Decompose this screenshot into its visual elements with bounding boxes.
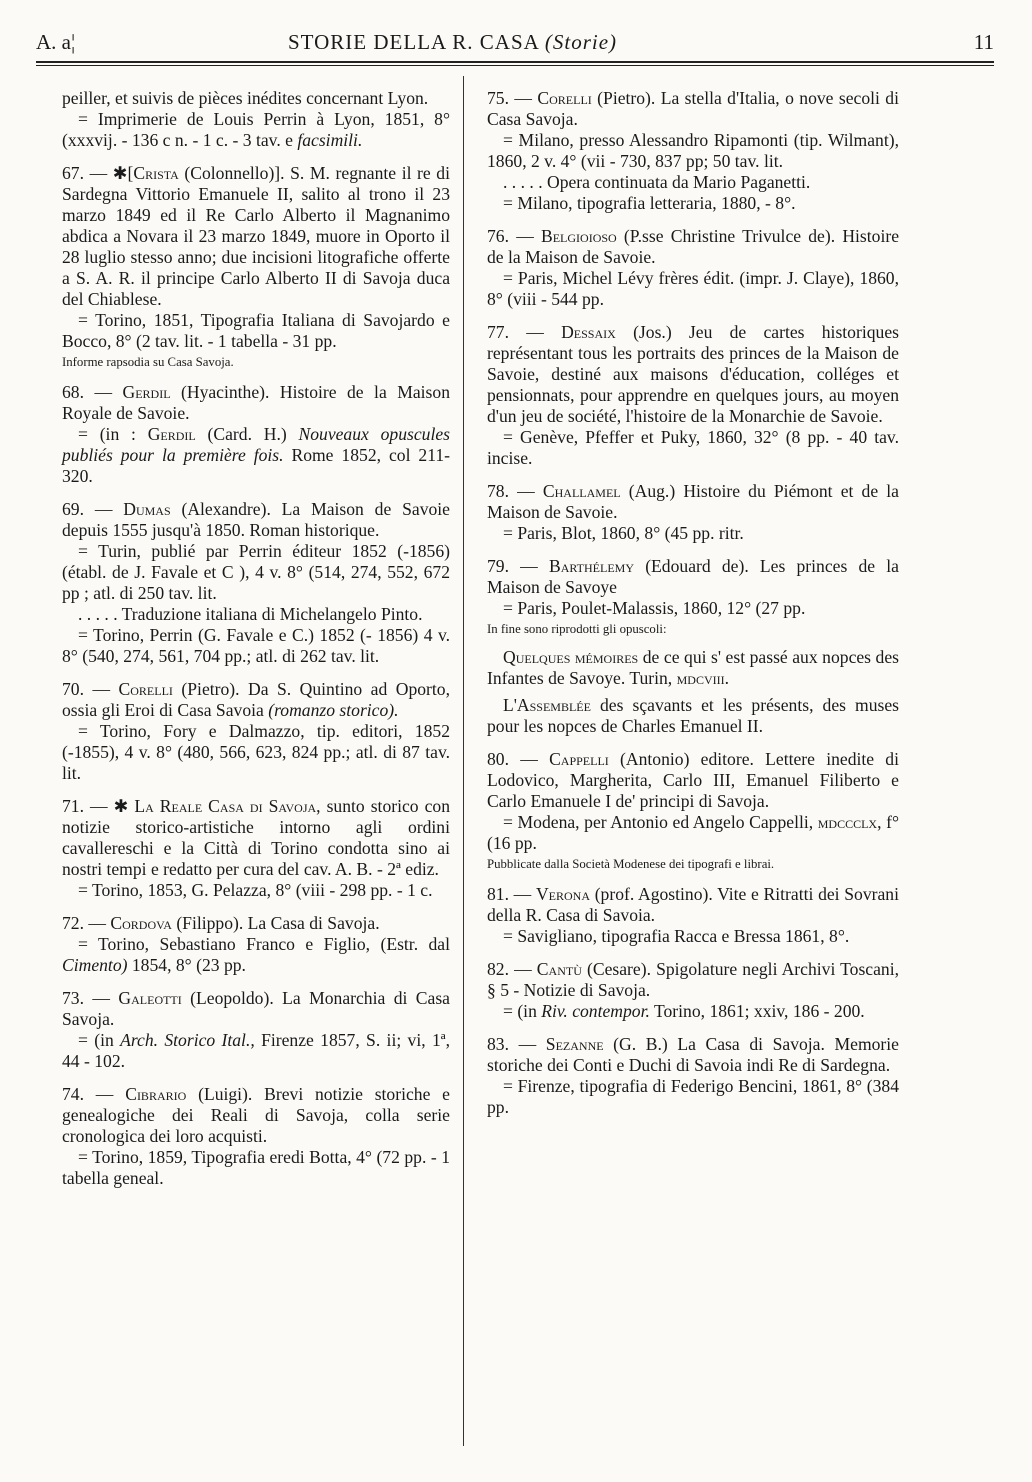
publication-date-smallcaps: mdccclx,: [817, 812, 882, 832]
entry-body: [487, 1034, 899, 1076]
reprinted-item: [487, 647, 899, 689]
reprinted-text: des sçavants et les présents, des muses pour les nopces de Charles Emanuel II.: [487, 695, 899, 736]
entry-number: 80. —: [487, 749, 550, 769]
header-rule-thick: [36, 61, 994, 63]
entry-number: 67. — ✱: [62, 163, 128, 183]
publication-text: = Modena, per Antonio ed Angelo Cappelli,: [503, 812, 818, 832]
entry-body: [62, 382, 450, 424]
entry-number: 69. —: [62, 499, 124, 519]
publication-italic: Nouveaux opuscules publiés pour la première fois.: [62, 424, 450, 465]
entry-author: Cantù: [536, 959, 582, 979]
publication-text: = (in: [78, 1030, 121, 1050]
entry-body: [487, 226, 899, 268]
publication-italic: Cimento): [62, 955, 128, 975]
entry-number: 73. —: [62, 988, 119, 1008]
entry-body: [62, 1084, 450, 1147]
entry-author: Cordova: [110, 913, 172, 933]
entry-title: , sunto storico con notizie storico-artistiche intorno agli ordini cavallereschi e la Città di Torino condotta sino ai nostri tempi e redatto per cura del cav. A. B. - 2ª ediz.: [62, 796, 451, 879]
entry-title: (Cesare). Spigolature negli Archivi Toscani, § 5 - Notizie di Savoja.: [487, 959, 899, 1000]
entry-publication: = Milano, presso Alessandro Ripamonti (tip. Wilmant), 1860, 2 v. 4° (vii - 730, 837 pp; 50 tav. lit.: [487, 130, 899, 171]
entry-body: [62, 796, 450, 880]
entry-publication: [62, 1030, 450, 1072]
entry-number: 78. —: [487, 481, 543, 501]
entry-publication: [62, 934, 450, 976]
entry-continued: [62, 88, 450, 151]
entry-title-italic: (romanzo storico).: [268, 700, 399, 720]
entry-number: 71. — ✱: [62, 796, 135, 816]
publication-author: Gerdil: [147, 424, 196, 444]
entry-80: [487, 749, 899, 872]
entry-note: Informe rapsodia su Casa Savoja.: [62, 355, 234, 369]
entry-number: 75. —: [487, 88, 538, 108]
entry-number: 83. —: [487, 1034, 546, 1054]
entry-number: 68. —: [62, 382, 123, 402]
entry-69: [62, 499, 450, 667]
entry-publication: = Firenze, tipografia di Federigo Bencini, 1861, 8° (384 pp.: [487, 1076, 899, 1117]
entry-publication: = Paris, Poulet-Malassis, 1860, 12° (27 pp.: [503, 598, 806, 618]
entry-body: [487, 884, 899, 926]
entry-translation: . . . . . Traduzione italiana di Michelangelo Pinto.: [78, 604, 423, 624]
entry-title: (Colonnello)]. S. M. regnante il re di Sardegna Vittorio Emanuele II, salito al trono il 23 marzo 1849 ed il Re Carlo Alberto il Magnanimo abdica a Novara il 23 marzo 1849, muore in Oporto il 28 luglio stesso anno; due incisioni litografiche offerte a S. A. R. il principe Carlo Alberto II di Savoja duca del Chiablese.: [62, 163, 450, 309]
entry-publication: [62, 109, 450, 151]
left-column: [62, 88, 450, 1201]
entry-publication: = Paris, Blot, 1860, 8° (45 pp. ritr.: [503, 523, 744, 543]
entry-78: [487, 481, 899, 544]
entry-author: Cibrario: [125, 1084, 187, 1104]
entry-number: 72. —: [62, 913, 111, 933]
entry-title: (Pietro). Da S. Quintino ad Oporto, ossia gli Eroi di Casa Savoia: [62, 679, 450, 720]
entry-author: Dessaix: [561, 322, 616, 342]
entry-author: Dumas: [123, 499, 171, 519]
entry-74: [62, 1084, 450, 1189]
entry-publication: = Genève, Pfeffer et Puky, 1860, 32° (8 pp. - 40 tav. incise.: [487, 427, 899, 468]
entry-title: (Filippo). La Casa di Savoja.: [171, 913, 380, 933]
entry-body: [487, 481, 899, 523]
entry-70: [62, 679, 450, 784]
publication-text: = Torino, Sebastiano Franco e Figlio, (Estr. dal: [78, 934, 450, 954]
entry-title: (Hyacinthe). Histoire de la Maison Royale de Savoie.: [62, 382, 450, 423]
publication-italic: facsimili.: [297, 130, 363, 150]
entry-publication: [62, 424, 450, 487]
reprinted-item: [487, 695, 899, 737]
entry-body: [62, 913, 450, 934]
entry-publication: = Paris, Michel Lévy frères édit. (impr. J. Claye), 1860, 8° (viii - 544 pp.: [487, 268, 899, 309]
entry-body: [62, 499, 450, 541]
entry-author: Galeotti: [118, 988, 182, 1008]
entry-author: [Crista: [127, 163, 179, 183]
entry-publication: = Torino, 1859, Tipografia eredi Botta, 4° (72 pp. - 1 tabella geneal.: [62, 1147, 450, 1188]
entry-body: peiller, et suivis de pièces inédites concernant Lyon.: [62, 88, 429, 108]
entry-author: Gerdil: [122, 382, 171, 402]
publication-italic: Arch. Storico Ital.,: [120, 1030, 255, 1050]
reprinted-text: de ce qui s' est passé aux nopces des Infantes de Savoye. Turin,: [487, 647, 900, 688]
right-column: [487, 88, 899, 1130]
entry-number: 82. —: [487, 959, 537, 979]
entry-body: [487, 88, 899, 130]
reprinted-title-smallcaps: Quelques mémoires: [503, 647, 639, 667]
entry-author: Belgioioso: [540, 226, 617, 246]
entry-title: (Edouard de). Les princes de la Maison de Savoye: [487, 556, 899, 597]
entry-title-smallcaps: La Reale Casa di Savoja: [134, 796, 317, 816]
entry-author: Verona: [535, 884, 591, 904]
entry-author: Sezanne: [545, 1034, 604, 1054]
entry-82: [487, 959, 899, 1022]
entry-title: (Luigi). Brevi notizie storiche e genealogiche dei Reali di Savoja, colla serie cronologica dei loro acquisti.: [62, 1084, 450, 1146]
entry-body: [62, 988, 450, 1030]
publication-text: = Imprimerie de Louis Perrin à Lyon, 1851, 8° (xxxvij. - 136 c n. - 1 c. - 3 tav. e: [62, 109, 450, 150]
entry-body: [487, 556, 899, 598]
entry-75: [487, 88, 899, 214]
entry-author: Corelli: [537, 88, 592, 108]
entry-title: (Jos.) Jeu de cartes historiques représentant tous les portraits des princes de la Maison de Savoie, destiné aux maisons d'éducation, colléges et pensionnats, pour apprendre en quelques jours, au moyen d'un jeu de société, l'histoire de la Monarchie de Savoie.: [487, 322, 899, 426]
running-title-text: STORIE DELLA R. CASA: [288, 30, 539, 54]
entry-title: (Antonio) editore. Lettere inedite di Lodovico, Margherita, Carlo III, Emanuel Filiberto e Carlo Emanuele I de' principi di Savoja.: [487, 749, 899, 811]
publication-text: = (in: [503, 1001, 542, 1021]
entry-number: 70. —: [62, 679, 119, 699]
running-title-italic: (Storie): [544, 30, 618, 54]
entry-number: 77. —: [487, 322, 562, 342]
entry-publication: = Milano, tipografia letteraria, 1880, - 8°.: [503, 193, 796, 213]
publication-italic: Riv. contempor.: [541, 1001, 650, 1021]
publication-text: (Card. H.): [195, 424, 299, 444]
entry-title: (Aug.) Histoire du Piémont et de la Maison de Savoie.: [487, 481, 899, 522]
entry-publication: = Torino, 1853, G. Pelazza, 8° (viii - 298 pp. - 1 c.: [78, 880, 433, 900]
entry-68: [62, 382, 450, 487]
entry-number: 74. —: [62, 1084, 126, 1104]
entry-continuation: . . . . . Opera continuata da Mario Paganetti.: [503, 172, 811, 192]
entry-67: [62, 163, 450, 370]
publication-text: 1854, 8° (23 pp.: [127, 955, 246, 975]
entry-title: (Pietro). La stella d'Italia, o nove secoli di Casa Savoja.: [487, 88, 899, 129]
page-number: 11: [973, 30, 994, 54]
entry-publication: = Turin, publié par Perrin éditeur 1852 (-1856) (établ. de J. Favale et C ), 4 v. 8° (514, 274, 552, 672 pp ; atl. di 250 tav. lit.: [62, 541, 450, 603]
entry-83: [487, 1034, 899, 1118]
entry-body: [487, 322, 899, 427]
entry-title: (Leopoldo). La Monarchia di Casa Savoja.: [62, 988, 450, 1029]
entry-81: [487, 884, 899, 947]
publication-text: f° (16 pp.: [487, 812, 899, 853]
publication-text: Torino, 1861; xxiv, 186 - 200.: [649, 1001, 865, 1021]
entry-publication: = Torino, Perrin (G. Favale e C.) 1852 (- 1856) 4 v. 8° (540, 274, 561, 704 pp.; atl. di 262 tav. lit.: [62, 625, 450, 666]
entry-author: Cappelli: [549, 749, 609, 769]
entry-publication: [487, 1001, 899, 1022]
entry-title: (P.sse Christine Trivulce de). Histoire de la Maison de Savoie.: [487, 226, 899, 267]
entry-title: (Alexandre). La Maison de Savoie depuis 1555 jusqu'à 1850. Roman historique.: [62, 499, 450, 540]
reprinted-date-smallcaps: mdcviii.: [676, 668, 730, 688]
entry-publication: = Torino, Fory e Dalmazzo, tip. editori, 1852 (-1855), 4 v. 8° (480, 566, 623, 824 pp.; atl. di 87 tav. lit.: [62, 721, 450, 783]
entry-77: [487, 322, 899, 469]
entry-number: 79. —: [487, 556, 549, 576]
entry-title: (prof. Agostino). Vite e Ritratti dei Sovrani della R. Casa di Savoia.: [487, 884, 899, 925]
entry-title: (G. B.) La Casa di Savoja. Memorie storiche dei Conti e Duchi di Savoia indi Re di Sardegna.: [487, 1034, 899, 1075]
entry-71: [62, 796, 450, 901]
header-rule-thin: [36, 65, 994, 66]
entry-note: Pubblicate dalla Società Modenese dei tipografi e librai.: [487, 857, 775, 871]
entry-note: In fine sono riprodotti gli opuscoli:: [487, 622, 667, 636]
signature-mark: A. a¦: [36, 30, 76, 54]
running-header: [36, 30, 994, 58]
entry-body: [487, 749, 899, 812]
entry-publication: = Savigliano, tipografia Racca e Bressa 1861, 8°.: [503, 926, 850, 946]
entry-73: [62, 988, 450, 1072]
publication-text: Firenze 1857, S. ii; vi, 1ª, 44 - 102.: [62, 1030, 450, 1071]
entry-79: [487, 556, 899, 737]
entry-72: [62, 913, 450, 976]
entry-number: 76. —: [487, 226, 541, 246]
entry-publication: [487, 812, 899, 854]
entry-body: [487, 959, 899, 1001]
entry-number: 81. —: [487, 884, 536, 904]
entry-author: Barthélemy: [548, 556, 634, 576]
column-divider: [463, 76, 464, 1446]
publication-text: = (in :: [78, 424, 148, 444]
entry-author: Challamel: [542, 481, 621, 501]
entry-publication: = Torino, 1851, Tipografia Italiana di Savojardo e Bocco, 8° (2 tav. lit. - 1 tabella - 31 pp.: [62, 310, 450, 351]
reprinted-title-smallcaps: L'Assemblée: [503, 695, 591, 715]
running-title: [288, 30, 617, 55]
entry-76: [487, 226, 899, 310]
publication-text: Rome 1852, col 211-320.: [62, 445, 450, 486]
entry-body: [62, 163, 450, 310]
entry-author: Corelli: [118, 679, 173, 699]
entry-body: [62, 679, 450, 721]
